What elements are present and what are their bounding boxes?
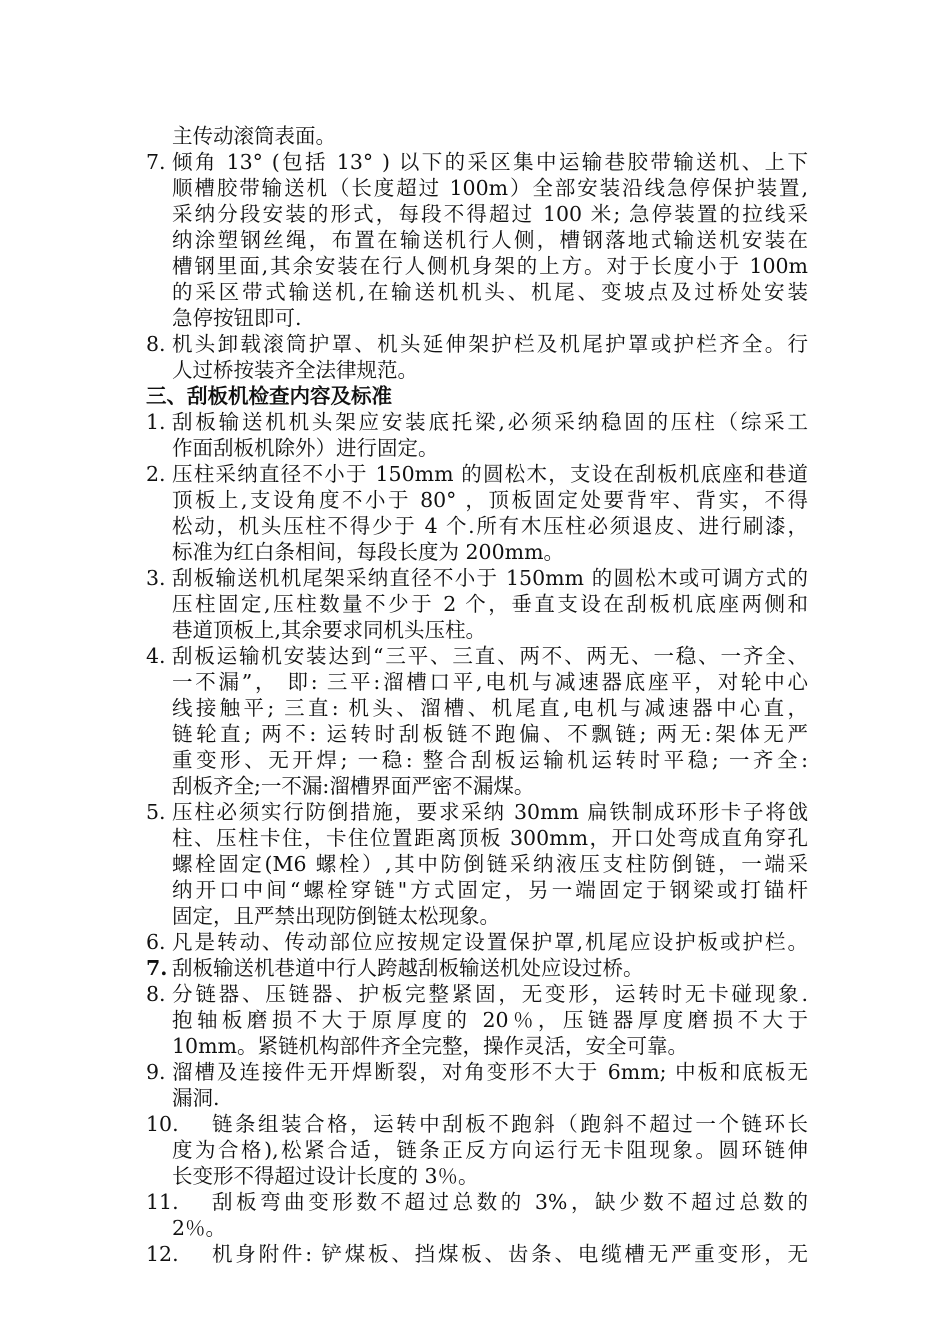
list-item-8 [146,331,808,383]
text-line: 标准为红白条相间，每段长度为 200mm。 [172,540,565,564]
text-line: 刮板输送机机尾架采纳直径不小于 150mm 的圆松木或可调方式的 [172,566,808,590]
text-line: 线接触平; 三直: 机头、溜槽、机尾直,电机与减速器中心直， [172,696,808,720]
text-line: 刮板齐全;一不漏:溜槽界面严密不漏煤。 [172,774,535,798]
text-line: 压柱采纳直径不小于 150mm 的圆松木，支设在刮板机底座和巷道 [172,462,808,486]
text-line: 压柱必须实行防倒措施，要求采纳 30mm 扁铁制成环形卡子将戗 [172,800,808,824]
item-number: 8. [146,982,166,1006]
section-item-4 [146,643,808,799]
item-number: 4. [146,644,166,668]
text-line: 主传动滚筒表面。 [172,124,336,148]
text-line: 长变形不得超过设计长度的 3％。 [172,1164,479,1188]
text-line: 倾角 13° (包括 13° ) 以下的采区集中运输巷胶带输送机、上下 [172,150,808,174]
item-number: 10. [146,1112,179,1136]
text-line: 度为合格),松紧合适，链条正反方向运行无卡阻现象。圆环链伸 [172,1138,808,1162]
text-line: 急停按钮即可. [172,306,302,330]
text-line: 2％。 [172,1216,227,1240]
section-item-8 [146,981,808,1059]
text-line: 链轮直; 两不: 运转时刮板链不跑偏、不飘链; 两无:架体无严 [172,722,808,746]
item-number: 1. [146,410,166,434]
item-number: 3. [146,566,166,590]
text-line: 分链器、压链器、护板完整紧固，无变形，运转时无卡碰现象. [172,982,808,1006]
text-line: 凡是转动、传动部位应按规定设置保护罩,机尾应设护板或护栏。 [172,930,808,954]
text-line: 刮板弯曲变形数不超过总数的 3%，缺少数不超过总数的 [212,1190,808,1214]
text-line: 压柱固定,压柱数量不少于 2 个，垂直支设在刮板机底座两侧和 [172,592,808,616]
text-line: 柱、压柱卡住，卡住位置距离顶板 300mm，开口处弯成直角穿孔 [172,826,808,850]
text-line: 纳涂塑钢丝绳，布置在输送机行人侧，槽钢落地式输送机安装在 [172,228,808,252]
text-line: 10mm。紧链机构部件齐全完整，操作灵活，安全可靠。 [172,1034,688,1058]
text-line: 刮板输送机机头架应安装底托梁,必须采纳稳固的压柱（综采工 [172,410,808,434]
text-line: 重变形、无开焊; 一稳: 整合刮板运输机运转时平稳; 一齐全: [172,748,808,772]
text-line: 刮板输送机巷道中行人跨越刮板输送机处应设过桥。 [172,956,644,980]
item-number: 11. [146,1190,179,1214]
text-line: 采纳分段安装的形式，每段不得超过 100 米; 急停装置的拉线采 [172,202,808,226]
text-line: 溜槽及连接件无开焊断裂，对角变形不大于 6mm; 中板和底板无 [172,1060,808,1084]
text-line: 螺栓固定(M6 螺栓）,其中防倒链采纳液压支柱防倒链，一端采 [172,852,808,876]
section-item-6 [146,929,808,955]
item-number: 2. [146,462,166,486]
section-item-5 [146,799,808,929]
text-line: 一不漏”， 即: 三平:溜槽口平,电机与减速器底座平，对轮中心 [172,670,808,694]
item-number: 12. [146,1242,179,1266]
section-item-9 [146,1059,808,1111]
text-line: 作面刮板机除外）进行固定。 [172,436,439,460]
section-item-11 [146,1189,808,1241]
text-line: 槽钢里面,其余安装在行人侧机身架的上方。对于长度小于 100m [172,254,808,278]
text-line: 机身附件: 铲煤板、挡煤板、齿条、电缆槽无严重变形，无 [212,1242,808,1266]
text-line: 的采区带式输送机,在输送机机头、机尾、变坡点及过桥处安装 [172,280,808,304]
section-item-12 [146,1241,808,1267]
section-item-3 [146,565,808,643]
text-line: 链条组装合格，运转中刮板不跑斜（跑斜不超过一个链环长 [212,1112,808,1136]
text-line: 漏洞. [172,1086,220,1110]
item-number: 7. [146,150,166,174]
item-number: 9. [146,1060,166,1084]
document-body [146,123,808,1267]
section-heading: 三、刮板机检查内容及标准 [146,384,392,408]
text-line: 顺槽胶带输送机（长度超过 100m）全部安装沿线急停保护装置, [172,176,808,200]
section-item-2 [146,461,808,565]
text-line: 松动，机头压柱不得少于 4 个.所有木压柱必须退皮、进行刷漆， [172,514,808,538]
text-line: 人过桥按装齐全法律规范。 [172,358,418,382]
text-line: 顶板上,支设角度不小于 80° ，顶板固定处要背牢、背实，不得 [172,488,808,512]
text-line: 刮板运输机安装达到“三平、三直、两不、两无、一稳、一齐全、 [172,644,808,668]
text-line: 固定，且严禁出现防倒链太松现象。 [172,904,500,928]
text-line: 纳开口中间“螺栓穿链"方式固定，另一端固定于钢梁或打锚杆 [172,878,808,902]
text-line: 巷道顶板上,其余要求同机头压柱。 [172,618,487,642]
item-number: 5. [146,800,166,824]
text-line: 机头卸载滚筒护罩、机头延伸架护栏及机尾护罩或护栏齐全。行 [172,332,808,356]
text-line: 抱轴板磨损不大于原厚度的 20％，压链器厚度磨损不大于 [172,1008,808,1032]
section-item-10 [146,1111,808,1189]
section-item-7 [146,955,808,981]
item-number: 7. [146,956,168,980]
item-number: 6. [146,930,166,954]
section-item-1 [146,409,808,461]
list-item-7 [146,149,808,331]
item-number: 8. [146,332,166,356]
